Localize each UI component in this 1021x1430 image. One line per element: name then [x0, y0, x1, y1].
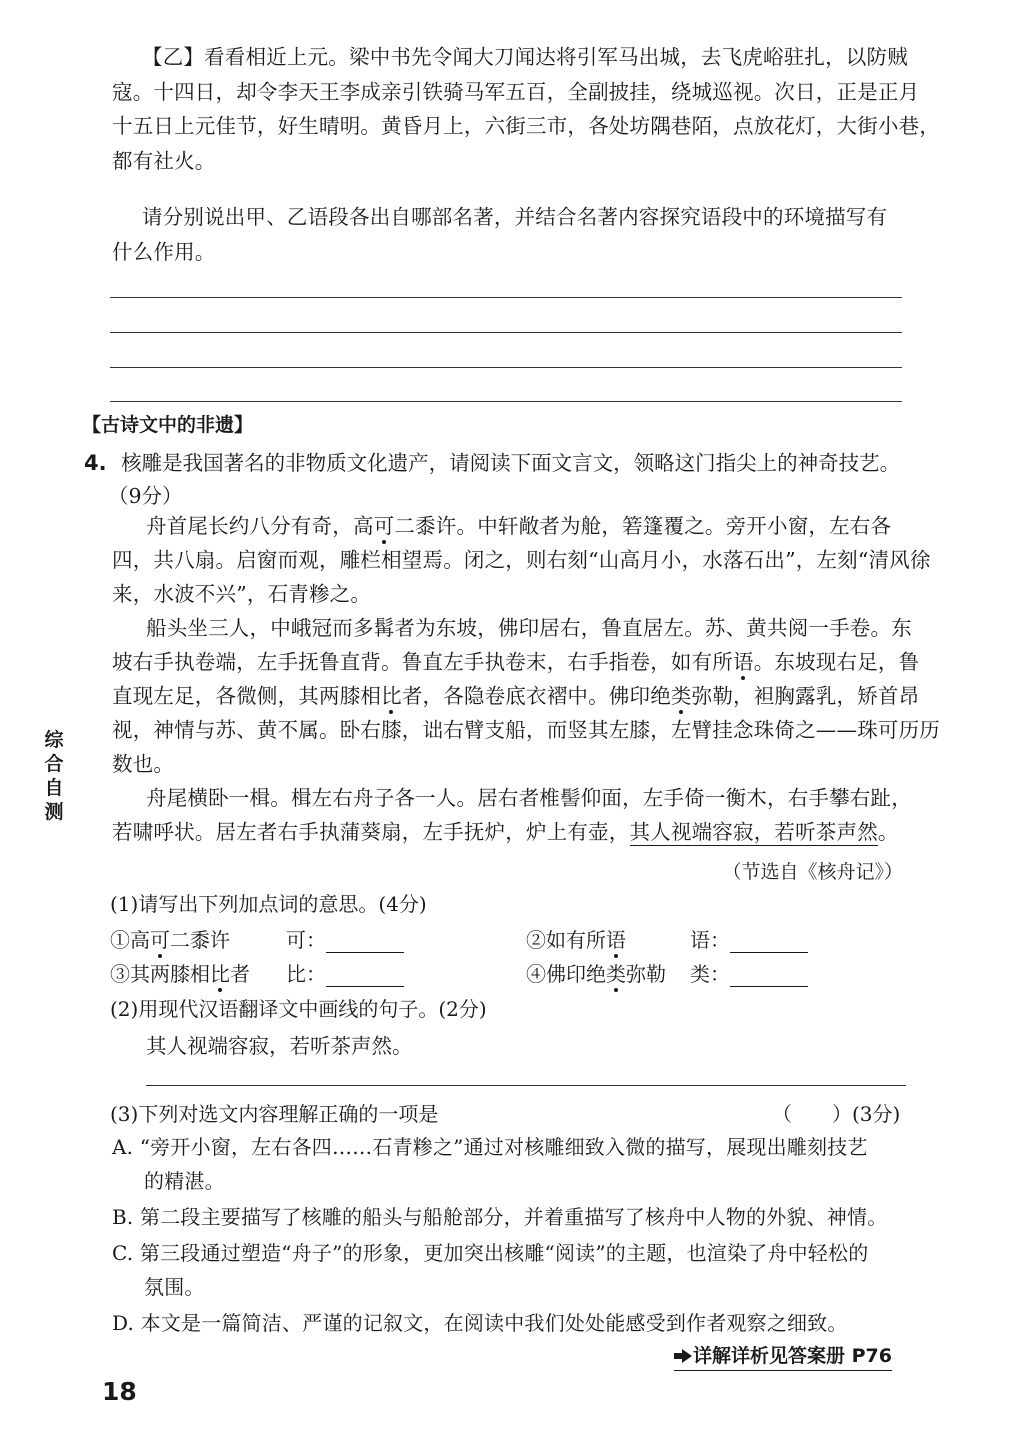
passage-source: （节选自《核舟记》） — [722, 861, 903, 883]
answer-blank[interactable] — [730, 966, 808, 987]
word-item-2 — [526, 924, 626, 953]
question-prompt — [112, 200, 912, 269]
answer-label: 可： — [286, 928, 326, 952]
answer-blank[interactable] — [326, 966, 404, 987]
answer-label: 语： — [690, 928, 730, 952]
dotted-word: 语 — [733, 650, 754, 674]
option-c[interactable]: C. 第三段通过塑造“舟子”的形象，更加突出核雕“阅读”的主题，也渲染了舟中轻松的 — [112, 1241, 869, 1265]
option-d[interactable]: D. 本文是一篇简洁、严谨的记叙文，在阅读中我们处处能感受到作者观察之细致。 — [112, 1311, 848, 1335]
passage-line — [112, 815, 912, 849]
translation-sentence: 其人视端容寂，若听茶声然。 — [146, 1034, 413, 1058]
word-item-4-answer — [690, 958, 808, 987]
answer-label: 比： — [286, 962, 326, 986]
option-a[interactable]: A. “旁开小窗，左右各四……石青糁之”通过对核雕细致入微的描写，展现出雕刻技艺 — [112, 1135, 868, 1159]
word-item-3-answer — [286, 958, 404, 987]
answer-blank[interactable] — [730, 932, 808, 953]
text-span: 。 — [877, 820, 899, 844]
text-span: ②如有所 — [526, 928, 606, 952]
option-b[interactable]: B. 第二段主要描写了核雕的船头与船舱部分，并着重描写了核舟中人物的外貌、神情。 — [112, 1205, 888, 1229]
answer-line[interactable] — [110, 297, 902, 298]
paren-text: （ ） — [772, 1102, 852, 1126]
question-number: 4. — [84, 451, 107, 475]
text-span: ④佛印绝 — [526, 962, 606, 986]
dotted-word: 类 — [606, 962, 626, 986]
side-tab-label — [40, 728, 68, 824]
answer-label: 类： — [690, 962, 730, 986]
prompt-line: 请分别说出甲、乙语段各出自哪部名著，并结合名著内容探究语段中的环境描写有 — [142, 205, 888, 229]
dotted-word: 类 — [670, 684, 692, 708]
subquestion-3-score: (3分) — [852, 1102, 901, 1126]
passage-line — [112, 509, 912, 543]
dotted-word: 比 — [381, 684, 402, 708]
passage-line: 四，共八扇。启窗而观，雕栏相望焉。闭之，则右刻“山高月小，水落石出”，左刻“清风徐 — [112, 548, 931, 572]
text-span: 二黍许 — [170, 928, 230, 952]
word-item-3 — [110, 958, 250, 987]
passage-line: 舟尾横卧一楫。楫左右舟子各一人。居右者椎髻仰面，左手倚一衡木，右手攀右趾， — [146, 786, 912, 810]
classical-passage — [112, 509, 940, 849]
word-item-1 — [110, 924, 230, 953]
text-span: 直现左足，各微侧，其两膝相 — [112, 684, 382, 708]
option-c-continued: 氛围。 — [144, 1275, 205, 1299]
passage-yi-line: 【乙】看看相近上元。梁中书先令闻大刀闻达将引军马出城，去飞虎峪驻扎，以防贼 — [142, 45, 908, 69]
subquestion-3-title: (3)下列对选文内容理解正确的一项是 — [110, 1102, 439, 1126]
question-score: （9分） — [108, 484, 183, 508]
side-tab-char: 综 — [44, 729, 64, 751]
dotted-word: 可 — [373, 514, 395, 538]
passage-yi-line: 十五日上元佳节，好生晴明。黄昏月上，六街三市，各处坊隅巷陌，点放花灯，大街小巷， — [112, 114, 940, 138]
passage-yi-line: 都有社火。 — [112, 148, 216, 173]
translation-answer-line[interactable] — [146, 1085, 906, 1086]
text-span: ③其两膝相 — [110, 962, 210, 986]
answer-blank[interactable] — [326, 932, 404, 953]
text-span: 弥勒 — [626, 962, 666, 986]
passage-line — [112, 679, 920, 713]
side-tab-char: 自 — [44, 777, 64, 799]
passage-line: 船头坐三人，中峨冠而多髯者为东坡，佛印居右，鲁直居左。苏、黄共阅一手卷。东 — [146, 616, 912, 640]
text-span: ①高 — [110, 928, 150, 952]
passage-yi — [112, 40, 940, 178]
section-title: 【古诗文中的非遗】 — [82, 414, 254, 436]
page-number: 18 — [102, 1377, 137, 1406]
text-span: 舟首尾长约八分有奇，高 — [146, 514, 374, 538]
dotted-word: 比 — [210, 962, 230, 986]
answer-parentheses[interactable] — [772, 1098, 900, 1127]
answer-line[interactable] — [110, 367, 902, 368]
dotted-word: 可 — [150, 928, 170, 952]
question-intro-text: 核雕是我国著名的非物质文化遗产，请阅读下面文言文，领略这门指尖上的神奇技艺。 — [121, 451, 901, 475]
subquestion-2-title: (2)用现代汉语翻译文中画线的句子。(2分) — [110, 997, 487, 1021]
question-4-intro — [84, 446, 900, 476]
text-span: 弥勒，袒胸露乳，矫首昂 — [691, 684, 920, 708]
subquestion-1-title: (1)请写出下列加点词的意思。(4分) — [110, 892, 427, 916]
text-span: 坡右手执卷端，左手抚鲁直背。鲁直左手执卷末，右手指卷，如有所 — [112, 650, 733, 674]
text-span: 二黍许。中轩敞者为舱，箬篷覆之。旁开小窗，左右各 — [394, 514, 892, 538]
text-span: 者 — [230, 962, 250, 986]
dotted-word: 语 — [606, 928, 626, 952]
arrow-right-icon — [674, 1345, 693, 1367]
answer-reference[interactable] — [674, 1341, 892, 1371]
text-span: 。东坡现右足，鲁 — [753, 650, 920, 674]
side-tab-char: 合 — [44, 753, 64, 775]
options-list — [112, 1130, 912, 1340]
side-tab-char: 测 — [44, 801, 64, 823]
passage-yi-line: 寇。十四日，却令李天王李成亲引铁骑马军五百，全副披挂，绕城巡视。次日，正是正月 — [112, 79, 920, 104]
text-span: 者，各隐卷底衣褶中。佛印绝 — [401, 684, 671, 708]
passage-line — [112, 645, 920, 679]
passage-line: 视，神情与苏、黄不属。卧右膝，诎右臂支船，而竖其左膝，左臂挂念珠倚之——珠可历历 — [112, 718, 940, 742]
prompt-line: 什么作用。 — [112, 239, 216, 264]
word-item-1-answer — [286, 924, 404, 953]
underlined-sentence: 其人视端容寂，若听茶声然 — [629, 820, 878, 844]
answer-reference-text: 详解详析见答案册 P76 — [693, 1345, 892, 1367]
passage-line: 来，水波不兴”，石青糁之。 — [112, 582, 372, 606]
word-item-4 — [526, 958, 666, 987]
passage-line: 数也。 — [112, 752, 175, 776]
text-span: 若啸呼状。居左者右手执蒲葵扇，左手抚炉，炉上有壶， — [112, 820, 630, 844]
answer-line[interactable] — [110, 332, 902, 333]
word-item-2-answer — [690, 924, 808, 953]
answer-line[interactable] — [110, 401, 902, 402]
option-a-continued: 的精湛。 — [144, 1169, 225, 1193]
